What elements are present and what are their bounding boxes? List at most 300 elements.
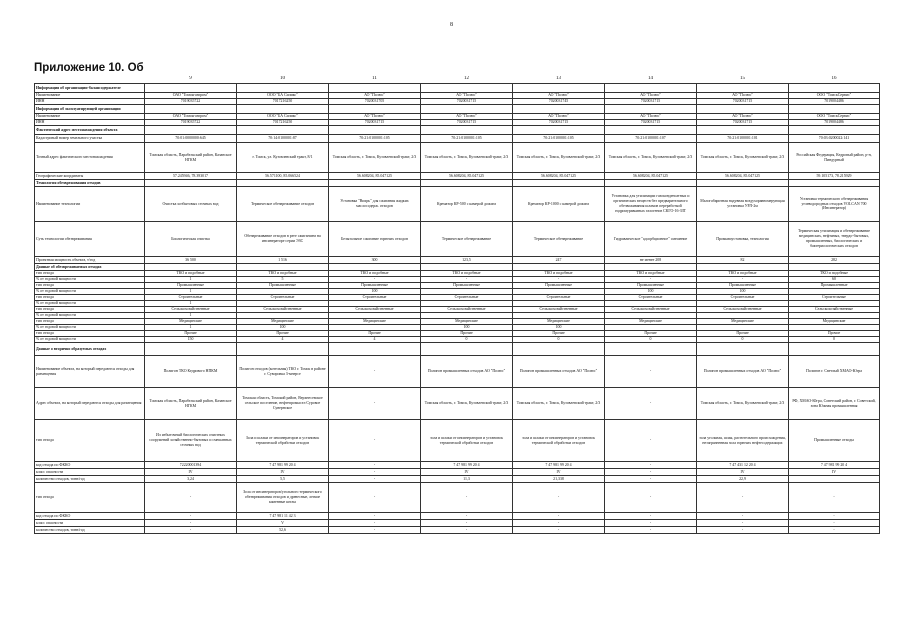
table-row: [35, 420, 880, 462]
table-cell: 100: [605, 289, 697, 295]
table-cell: ООО "ТомскСервис": [789, 93, 880, 99]
table-cell: 7020031745: [513, 99, 605, 105]
column-number: 15: [740, 76, 745, 82]
table-cell: 70:01:0000000:645: [145, 135, 237, 143]
table-cell: ТКО и подобные: [329, 271, 421, 277]
table-cell: АО "Полюс": [421, 114, 513, 120]
row-label: код отхода по ФККО: [35, 462, 145, 469]
column-number-row: [35, 76, 880, 84]
table-cell: Строительные: [421, 295, 513, 301]
table-cell: зола и шлаки от инсинераторов и установок термической обработки отходов: [513, 420, 605, 462]
table-cell: Прочие: [605, 331, 697, 337]
table-cell: АО "Полюс": [697, 93, 789, 99]
table-cell: IV: [237, 469, 329, 476]
table-cell: -: [697, 520, 789, 527]
section-empty-cell: [697, 84, 789, 93]
table-cell: V: [237, 520, 329, 527]
table-row: [35, 222, 880, 257]
table-cell: 70:21:0100001:105: [421, 135, 513, 143]
column-number: 16: [831, 76, 837, 82]
table-cell: Установка термического обезвреживания углеводородных отходов VOLCAN 700 (Инсинератор): [789, 187, 880, 222]
table-cell: Термическое обезвреживание: [513, 222, 605, 257]
table-cell: ОАО "Томскгазпром": [145, 114, 237, 120]
column-number: 9: [189, 76, 192, 82]
row-label: Наименование: [35, 93, 145, 99]
page-number: 8: [450, 22, 453, 28]
section-empty-cell: [789, 84, 880, 93]
table-cell: Установка "Вихрь" для сжигания жидких маслосодерж. отходов: [329, 187, 421, 222]
table-cell: АО "Полюс": [605, 114, 697, 120]
table-cell: Термическое обезвреживание отходов: [237, 187, 329, 222]
row-label: % от годовой мощности: [35, 313, 145, 319]
section-header-row: [35, 84, 880, 93]
table-cell: Томская область, г. Томск, Кузовлевский тракт, 2/3: [605, 143, 697, 173]
table-cell: 72220001394: [145, 462, 237, 469]
table-cell: зола угольная, шлак, растительного происхождения, незагрязненная зола горючих нефтесодержащих: [697, 420, 789, 462]
section-empty-cell: [237, 180, 329, 187]
table-cell: Полигон ТКО Кедрового НПКМ: [145, 356, 237, 388]
table-cell: -: [605, 513, 697, 520]
waste-facilities-table: [34, 76, 880, 534]
table-row: [35, 143, 880, 173]
table-cell: 70:03:0200022:141: [789, 135, 880, 143]
table-cell: Гидравлическое "адсорбционное" смешение: [605, 222, 697, 257]
row-label: Суть технологии обезвреживания: [35, 222, 145, 257]
row-label: тип отхода: [35, 295, 145, 301]
table-cell: 56.608204, 85.047125: [697, 173, 789, 180]
section-empty-cell: [605, 126, 697, 135]
column-number: 11: [372, 76, 377, 82]
table-cell: 7020031715: [513, 120, 605, 126]
table-cell: Томская область, г. Томск, Кузовлевский тракт, 2/3: [329, 143, 421, 173]
table-cell: -: [605, 356, 697, 388]
table-cell: Полигон отходов (котельная) ТКО г. Томск в районе г. Суворовка 3-мнерсе: [237, 356, 329, 388]
table-cell: Медицинские: [421, 319, 513, 325]
section-header-row: [35, 264, 880, 271]
row-label: код отхода по ФККО: [35, 513, 145, 520]
section-empty-cell: [605, 105, 697, 114]
row-label: ИНН: [35, 99, 145, 105]
section-header-row: [35, 105, 880, 114]
table-cell: ООО "БА Силикс": [237, 114, 329, 120]
table-cell: -: [605, 520, 697, 527]
table-cell: -: [789, 513, 880, 520]
table-cell: ОАО "Томскгазпром": [145, 93, 237, 99]
table-cell: Томская область, г. Томск, Кузовлевский тракт, 2/3: [697, 143, 789, 173]
table-cell: 7017216250: [237, 120, 329, 126]
section-header: Данные о вторично образуемых отходах: [35, 343, 145, 356]
section-empty-cell: [697, 105, 789, 114]
table-cell: Строительные: [329, 295, 421, 301]
table-cell: [789, 476, 880, 483]
section-empty-cell: [237, 343, 329, 356]
row-label: Кадастровый номер земельного участка: [35, 135, 145, 143]
table-row: [35, 469, 880, 476]
table-cell: 7019004486: [789, 99, 880, 105]
row-label: класс опасности: [35, 469, 145, 476]
section-header-row: [35, 180, 880, 187]
table-cell: Медицинские: [697, 319, 789, 325]
table-cell: АО "Полюс": [605, 93, 697, 99]
table-cell: не менее 208: [605, 257, 697, 264]
page-title: Приложение 10. Об: [34, 62, 144, 74]
table-cell: Прочие: [697, 331, 789, 337]
table-cell: Промышленные: [421, 283, 513, 289]
table-cell: 7020031715: [605, 120, 697, 126]
section-header: Технология обезвреживания отходов: [35, 180, 145, 187]
table-cell: IV: [697, 469, 789, 476]
table-cell: 100: [697, 289, 789, 295]
section-empty-cell: [421, 84, 513, 93]
section-empty-cell: [329, 126, 421, 135]
table-cell: Термическое обезвреживание: [421, 222, 513, 257]
table-cell: -: [605, 527, 697, 534]
table-cell: 7020031715: [421, 99, 513, 105]
section-empty-cell: [329, 105, 421, 114]
column-number: 12: [464, 76, 469, 82]
data-table-wrapper: [34, 76, 879, 534]
table-cell: Промывоустановка, технология: [697, 222, 789, 257]
table-row: [35, 257, 880, 264]
row-label: % от годовой мощности: [35, 325, 145, 331]
table-row: [35, 513, 880, 520]
table-cell: Обезвреживание отходов в реге сжиганием на инсинераторе серии ЭЗС: [237, 222, 329, 257]
row-label: тип отхода: [35, 319, 145, 325]
section-empty-cell: [421, 264, 513, 271]
table-cell: Промышленные: [789, 283, 880, 289]
table-cell: 100: [329, 289, 421, 295]
section-empty-cell: [421, 343, 513, 356]
table-cell: Томская область, Томский район, Верхнесевское сельское поселение, нефтепромысел Суровое Сувернское: [237, 388, 329, 420]
section-header-row: [35, 126, 880, 135]
table-cell: -: [513, 277, 605, 283]
table-cell: -: [421, 277, 513, 283]
table-cell: Медицинские: [145, 319, 237, 325]
section-header: Информация об эксплуатирующей организации: [35, 105, 145, 114]
table-cell: Строительные: [789, 295, 880, 301]
table-cell: 4: [329, 337, 421, 343]
table-cell: Прочие: [789, 331, 880, 337]
table-cell: Томская область, г. Томск, Кузовлевский тракт, 2/3: [513, 143, 605, 173]
table-cell: Промышленные: [145, 283, 237, 289]
table-cell: -: [329, 388, 421, 420]
table-cell: -: [329, 527, 421, 534]
table-cell: -: [697, 513, 789, 520]
table-cell: -: [605, 483, 697, 513]
row-label: класс опасности: [35, 520, 145, 527]
table-cell: АО "Полюс": [421, 93, 513, 99]
table-cell: 100: [513, 325, 605, 331]
table-cell: Установка для утилизации газоконденсатных и органических веществ без предварительного обезвоживания шламов переработкой гидромуравьиных галогенов СКГО-16-ЗЗТ: [605, 187, 697, 222]
section-empty-cell: [605, 264, 697, 271]
table-cell: Российская Федерация, Кедровый район, р-н, Пиндурный: [789, 143, 880, 173]
table-cell: Ил избыточный биологических очистных сооружений хозяйственно-бытовых и смешанных сточных вод: [145, 420, 237, 462]
table-cell: -: [697, 277, 789, 283]
table-cell: 247: [513, 257, 605, 264]
table-cell: Медицинские: [513, 319, 605, 325]
section-empty-cell: [697, 180, 789, 187]
table-cell: 36 500: [145, 257, 237, 264]
table-cell: IV: [789, 469, 880, 476]
table-cell: -: [329, 420, 421, 462]
table-cell: -: [605, 462, 697, 469]
table-cell: Томская область, Парабельский район, Казанское НГКМ: [145, 388, 237, 420]
table-cell: Томская область, Парабельский район, Казанское НГКМ: [145, 143, 237, 173]
table-cell: 56.608204, 85.047125: [605, 173, 697, 180]
row-label: количество отходов, тонн/год: [35, 476, 145, 483]
table-cell: Сельскохозяйственные: [789, 307, 880, 313]
table-cell: Промышленные: [697, 283, 789, 289]
table-cell: 7020031715: [329, 120, 421, 126]
table-cell: -: [329, 277, 421, 283]
table-cell: 56.608204, 85.047125: [421, 173, 513, 180]
column-number: 13: [556, 76, 561, 82]
table-row: [35, 476, 880, 483]
table-cell: 56.571100, 85.066524: [237, 173, 329, 180]
table-cell: 56.608204, 85.047125: [329, 173, 421, 180]
table-cell: -: [605, 277, 697, 283]
table-cell: 70:21:0100001:107: [605, 135, 697, 143]
row-label: ИНН: [35, 120, 145, 126]
table-cell: Медицинские: [789, 319, 880, 325]
table-cell: Промышленные отходы: [789, 420, 880, 462]
table-cell: ООО "БА Силикс": [237, 93, 329, 99]
section-empty-cell: [605, 180, 697, 187]
table-cell: -: [605, 388, 697, 420]
table-cell: Прочие: [513, 331, 605, 337]
row-label: % от годовой мощности: [35, 277, 145, 283]
table-cell: 5,5: [237, 476, 329, 483]
table-cell: 100: [421, 325, 513, 331]
table-cell: Сельскохозяйственные: [605, 307, 697, 313]
table-cell: 52,6: [237, 527, 329, 534]
section-empty-cell: [605, 84, 697, 93]
section-empty-cell: [329, 84, 421, 93]
row-label: тип отхода: [35, 420, 145, 462]
table-cell: 70:21:0100001:105: [329, 135, 421, 143]
table-cell: -: [513, 483, 605, 513]
table-cell: 70:14:0100001:87: [237, 135, 329, 143]
row-label: тип отхода: [35, 271, 145, 277]
table-cell: Полигон промышленных отходов АО "Полюс": [513, 356, 605, 388]
table-cell: зола и шлаки от инсинераторов и установок термической обработки отходов: [421, 420, 513, 462]
table-cell: 1: [145, 313, 237, 319]
table-cell: Полигон промышленных отходов АО "Полюс": [697, 356, 789, 388]
table-cell: 7019004486: [789, 120, 880, 126]
row-label: Наименование объекта, на который передаются отходы для размещения: [35, 356, 145, 388]
table-cell: 0: [513, 337, 605, 343]
table-cell: -: [513, 513, 605, 520]
table-cell: ТКО и подобные: [145, 271, 237, 277]
table-cell: Промышленные: [605, 283, 697, 289]
section-header-row: [35, 343, 880, 356]
table-cell: 7020031715: [697, 120, 789, 126]
table-cell: 7 47 981 99 20 4: [237, 462, 329, 469]
table-cell: 7 47 981 99 20 4: [421, 462, 513, 469]
table-cell: Промышленные: [329, 283, 421, 289]
table-cell: -: [605, 469, 697, 476]
row-label: % от годовой мощности: [35, 289, 145, 295]
row-label: тип отхода: [35, 331, 145, 337]
table-cell: 123,5: [421, 257, 513, 264]
section-empty-cell: [789, 180, 880, 187]
row-label: тип отхода: [35, 307, 145, 313]
table-row: [35, 356, 880, 388]
table-cell: Зола от инсинераторов/угольного термического обезвреживания отходов и древесные, легкие каменные котлы: [237, 483, 329, 513]
table-row: [35, 520, 880, 527]
table-cell: ТКО и подобные: [237, 271, 329, 277]
section-empty-cell: [145, 343, 237, 356]
table-cell: ООО "ТомскСервис": [789, 114, 880, 120]
table-cell: Полигон г. Светлый ХМАО-Югра: [789, 356, 880, 388]
table-cell: 7020031715: [605, 99, 697, 105]
section-header: Данные об обезвреживаемых отходах: [35, 264, 145, 271]
table-cell: 0: [789, 337, 880, 343]
table-cell: Сельскохозяйственные: [513, 307, 605, 313]
table-cell: 7020031715: [421, 120, 513, 126]
table-cell: Сельскохозяйственные: [329, 307, 421, 313]
section-empty-cell: [789, 126, 880, 135]
table-cell: ТКО и подобные: [421, 271, 513, 277]
table-cell: Строительные: [237, 295, 329, 301]
section-empty-cell: [329, 180, 421, 187]
section-empty-cell: [697, 343, 789, 356]
section-empty-cell: [513, 84, 605, 93]
table-cell: Медицинские: [605, 319, 697, 325]
section-empty-cell: [329, 343, 421, 356]
row-label: % от годовой мощности: [35, 337, 145, 343]
table-cell: Строительные: [605, 295, 697, 301]
table-cell: Строительные: [697, 295, 789, 301]
table-cell: -: [513, 520, 605, 527]
table-row: [35, 483, 880, 513]
table-cell: -: [421, 513, 513, 520]
row-label: Наименование технологии: [35, 187, 145, 222]
table-cell: -: [145, 527, 237, 534]
section-empty-cell: [513, 264, 605, 271]
table-row: [35, 527, 880, 534]
table-cell: ТКО и подобные: [789, 271, 880, 277]
table-cell: ТКО и подобные: [697, 271, 789, 277]
table-cell: 70:21:0100001:105: [513, 135, 605, 143]
section-empty-cell: [513, 180, 605, 187]
table-row: [35, 187, 880, 222]
table-cell: -: [697, 483, 789, 513]
column-number: 14: [648, 76, 653, 82]
table-cell: г. Томск, ул. Кузовлевский тракт, 8/1: [237, 143, 329, 173]
table-cell: 22,9: [697, 476, 789, 483]
table-cell: 7 47 981 99 20 4: [513, 462, 605, 469]
section-empty-cell: [421, 180, 513, 187]
table-cell: IV: [513, 469, 605, 476]
table-cell: Промышленные: [513, 283, 605, 289]
table-cell: АО "Полюс": [513, 114, 605, 120]
table-cell: Сельскохозяйственные: [697, 307, 789, 313]
table-cell: -: [145, 483, 237, 513]
table-cell: -: [789, 483, 880, 513]
section-empty-cell: [329, 264, 421, 271]
table-cell: 4: [237, 337, 329, 343]
table-cell: 57.245946, 78.393017: [145, 173, 237, 180]
table-cell: -: [697, 527, 789, 534]
table-cell: -: [329, 462, 421, 469]
table-cell: -: [421, 527, 513, 534]
table-cell: Промышленные: [237, 283, 329, 289]
section-empty-cell: [145, 180, 237, 187]
table-cell: Сельскохозяйственные: [237, 307, 329, 313]
section-header: Фактический адрес местонахождения объекта: [35, 126, 145, 135]
table-cell: Медицинские: [329, 319, 421, 325]
row-label: Точный адрес фактического местонахождения: [35, 143, 145, 173]
section-empty-cell: [605, 343, 697, 356]
table-cell: 7020031705: [329, 99, 421, 105]
table-cell: 0: [697, 337, 789, 343]
row-label: количество отходов, тонн/год: [35, 527, 145, 534]
section-empty-cell: [145, 105, 237, 114]
table-row: [35, 173, 880, 180]
table-cell: 59.105173, 78.215929: [789, 173, 880, 180]
table-cell: 60: [789, 277, 880, 283]
table-cell: Томская область, г. Томск, Кузовлевский тракт, 2/3: [513, 388, 605, 420]
section-header: Информация об организации-балансодержателе: [35, 84, 145, 93]
section-empty-cell: [421, 105, 513, 114]
table-cell: Зола и шлаки от инсинераторов и установок термической обработки отходов: [237, 420, 329, 462]
table-cell: -: [329, 469, 421, 476]
table-cell: 1: [145, 289, 237, 295]
table-cell: 82: [697, 257, 789, 264]
table-cell: -: [145, 513, 237, 520]
column-number: 10: [280, 76, 285, 82]
section-empty-cell: [513, 343, 605, 356]
table-cell: Томская область, г. Томск, Кузовлевский тракт, 2/3: [697, 388, 789, 420]
table-cell: Строительные: [145, 295, 237, 301]
table-cell: ТКО и подобные: [605, 271, 697, 277]
table-cell: 7019035722: [145, 120, 237, 126]
row-label: тип отхода: [35, 483, 145, 513]
table-cell: Биологическая очистка: [145, 222, 237, 257]
table-cell: 7 47 431 12 20 4: [697, 462, 789, 469]
table-cell: Полигон промышленных отходов АО "Полюс": [421, 356, 513, 388]
table-cell: 56.608204, 85.047125: [513, 173, 605, 180]
table-cell: Безызольное сжигание горючих отходов: [329, 222, 421, 257]
row-label: % от годовой мощности: [35, 301, 145, 307]
table-cell: -: [329, 476, 421, 483]
table-cell: Термическая утилизация и обезвреживание медицинских, нефтяных, твердо-бытовых, промышленных, биологических и бактериологических отходов: [789, 222, 880, 257]
table-cell: Крематор КР-500 с камерой дожига: [421, 187, 513, 222]
table-cell: -: [329, 483, 421, 513]
table-cell: АО "Полюс": [329, 114, 421, 120]
table-cell: -: [789, 520, 880, 527]
table-cell: 5: [237, 277, 329, 283]
table-cell: 7 47 981 99 20 4: [789, 462, 880, 469]
row-label: Географические координаты: [35, 173, 145, 180]
table-cell: 0: [605, 337, 697, 343]
table-row: [35, 135, 880, 143]
table-cell: -: [329, 356, 421, 388]
table-cell: 1 516: [237, 257, 329, 264]
table-cell: 1: [145, 301, 237, 307]
table-cell: 7017216250: [237, 99, 329, 105]
table-cell: Томская область, г. Томск, Кузовлевский тракт, 2/3: [421, 143, 513, 173]
section-empty-cell: [789, 264, 880, 271]
table-cell: Сельскохозяйственные: [421, 307, 513, 313]
section-empty-cell: [789, 105, 880, 114]
section-empty-cell: [421, 126, 513, 135]
section-empty-cell: [237, 105, 329, 114]
table-cell: IV: [421, 469, 513, 476]
table-cell: 150: [145, 337, 237, 343]
table-cell: 7 47 981 11 42 3: [237, 513, 329, 520]
